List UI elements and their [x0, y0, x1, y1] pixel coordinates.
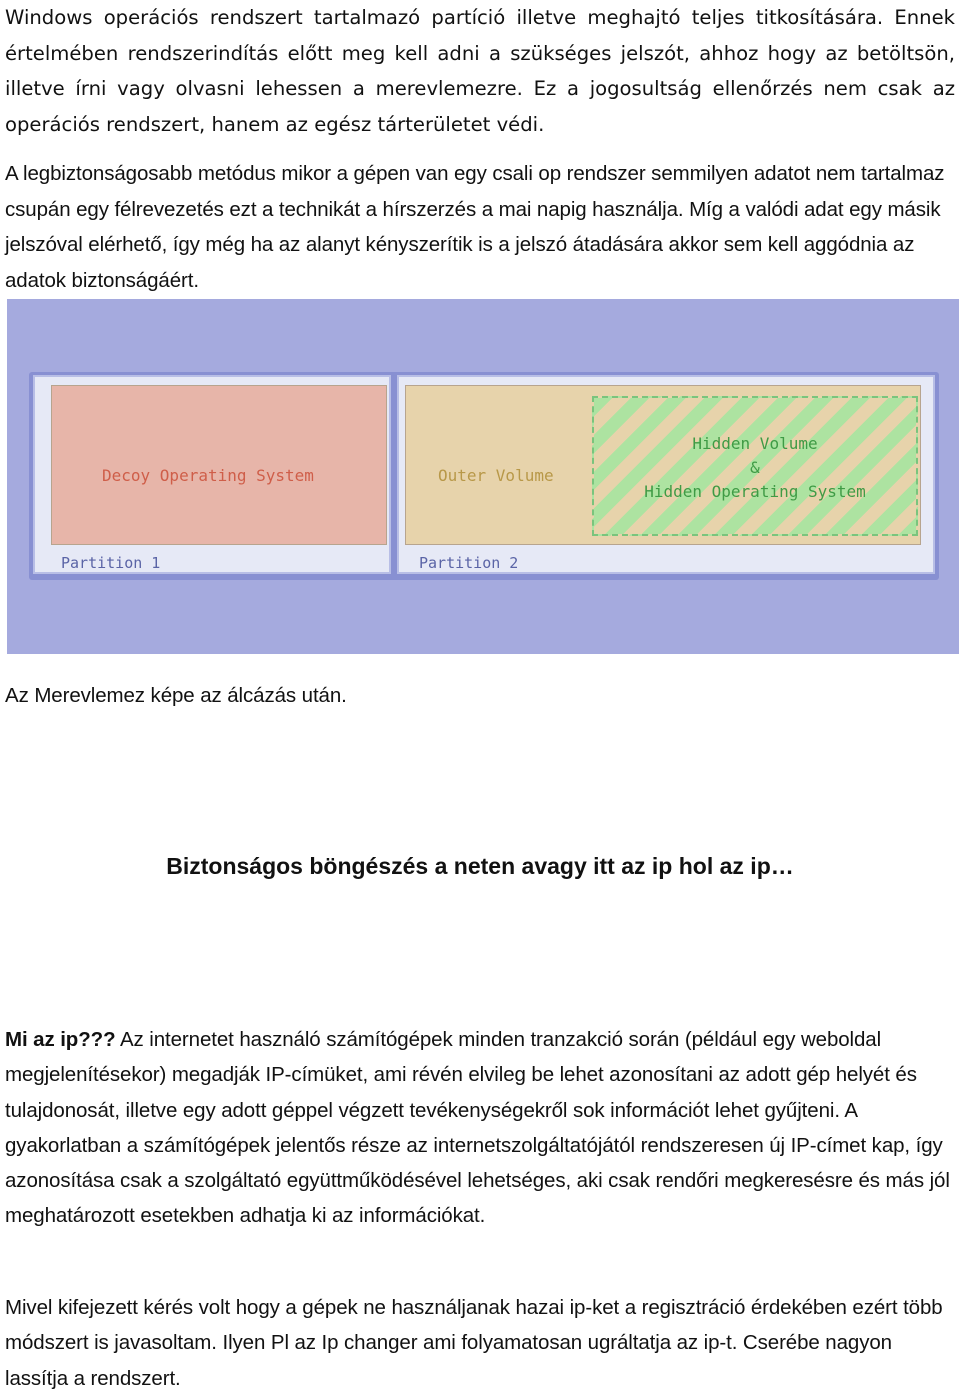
hidden-volume-region [592, 396, 918, 536]
partition-2-label: Partition 2 [419, 554, 519, 572]
intro-paragraph: Windows operációs rendszert tartalmazó partíció illetve meghajtó teljes titkosítására. Ennek értelmében rendszerindítás előtt meg kell adni a szükséges jelszót, ahhoz hogy az betöltsön, illetve írni vagy olvasni lehessen a merevlemezre. Ez a jogosultság ellenőrzés nem csak az operációs rendszert, hanem az egész tárterületet védi. [5, 6, 955, 136]
disk-bar [29, 372, 939, 580]
hidden-volume-diagram [7, 299, 959, 654]
hidden-volume-line2: & [750, 458, 760, 477]
outer-volume-region [405, 385, 921, 545]
hidden-volume-line1: Hidden Volume [692, 434, 818, 453]
partition-2 [397, 375, 935, 574]
hidden-volume-label [594, 432, 916, 504]
figure-caption: Az Merevlemez képe az álcázás után. [5, 684, 347, 707]
decoy-os-region [51, 385, 387, 545]
ip-paragraph-text: Az internetet használó számítógépek minden tranzakció során (például egy weboldal megjelenítésekor) megadják IP-címüket, ami révén elvileg be lehet azonosítani az adott gép helyét és tulajdonosát, illetve egy adott géppel végzett tevékenységekről sok információt lehet gyűjteni. A gyakorlatban a számítógépek jelentős része az internetszolgáltatójától rendszeresen új IP-címet kap, így azonosítása csak a szolgáltató együttműködésével lehetséges, aki csak rendőri megkeresésre és más jól meghatározott esetekben adhatja ki az információkat. [5, 1028, 950, 1228]
partition-1 [33, 375, 391, 574]
ip-paragraph [5, 1022, 955, 1234]
ip-changer-paragraph: Mivel kifejezett kérés volt hogy a gépek ne használjanak hazai ip-ket a regisztráció érdekében ezért több módszert is javasoltam. Ilyen Pl az Ip changer ami folyamatosan ugráltatja az ip-t. Cserébe nagyon lassítja a rendszert. [5, 1296, 943, 1390]
decoy-os-label: Decoy Operating System [102, 466, 314, 485]
hidden-volume-line3: Hidden Operating System [644, 482, 866, 501]
decoy-method-paragraph: A legbiztonságosabb metódus mikor a gépen van egy csali op rendszer semmilyen adatot nem tartalmaz csupán egy félrevezetés ezt a technikát a hírszerzés a mai napig használja. Míg a valódi adat egy másik jelszóval elérhető, így még ha az alanyt kényszerítik is a jelszó átadására akkor sem kell aggódnia az adatok biztonságáért. [5, 162, 945, 292]
section-heading: Biztonságos böngészés a neten avagy itt az ip hol az ip… [166, 853, 794, 879]
partition-1-label: Partition 1 [61, 554, 161, 572]
outer-volume-label: Outer Volume [438, 466, 554, 485]
ip-question: Mi az ip??? [5, 1028, 116, 1051]
